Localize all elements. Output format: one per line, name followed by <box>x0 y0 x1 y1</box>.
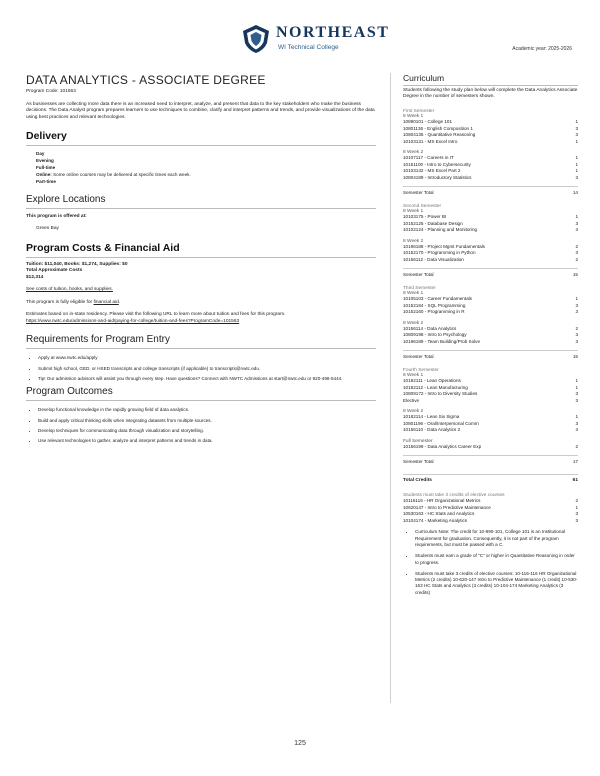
locations-heading: Explore Locations <box>26 193 106 205</box>
course-name: 10182114 - Lean Six Sigma <box>403 414 460 420</box>
list-item: • Curriculum Note: The credit for 10-890-101, College 101 is an Institutional Requirement for graduation. Consequently, it is not part of the program requirements, but must be passed with a C. <box>415 529 578 548</box>
course-row <box>403 139 578 146</box>
semester-total: 14 <box>572 190 578 196</box>
course-name: 10530163 - HC Stats and Analytics <box>403 511 475 517</box>
divider <box>26 348 376 349</box>
course-credits: 1 <box>575 161 578 167</box>
course-credits: 2 <box>575 243 578 249</box>
academic-year: Academic year: 2025-2026 <box>512 46 572 52</box>
course-credits: 1 <box>575 504 578 510</box>
course-row <box>403 257 578 264</box>
campus-name: Green Bay <box>36 226 59 232</box>
week-label: 8 Week 1 <box>403 373 424 379</box>
course-credits: 3 <box>575 174 578 180</box>
requirements-list <box>26 355 376 382</box>
total-credits: 61 <box>572 478 578 484</box>
financial-aid-link[interactable]: financial aid <box>93 299 119 305</box>
course-credits: 1 <box>575 414 578 420</box>
costs-heading: Program Costs & Financial Aid <box>26 241 180 254</box>
course-name: 10182112 - Lean Manufacturing <box>403 384 468 390</box>
list-item: • Apply at www.nwtc.edu/apply <box>38 355 376 361</box>
course-name: 10105103 - Career Fundamentals <box>403 296 472 302</box>
semester-total-row <box>403 268 578 277</box>
list-item: • Build and apply critical thinking skills when integrating datasets from multiple sources. <box>38 418 376 424</box>
course-credits: 3 <box>575 132 578 138</box>
semester-total-label: Semester Total <box>403 459 434 465</box>
list-item: • Tip! Our admission advisors will assist you through every step. Have questions? Connect with NWTC Admissions at start@nwtc.edu or 920-498-5444. <box>38 376 376 382</box>
course-name: 10804189 - Introductory Statistics <box>403 174 472 180</box>
week-label: 8 Week 2 <box>403 150 424 156</box>
curriculum-intro: Students following the study plan below will complete the Data Analytics Associate Degree in the number of semesters shown. <box>403 88 578 100</box>
course-name: 10890101 - College 101 <box>403 119 453 125</box>
delivery-item: Evening <box>36 157 54 163</box>
semester-heading: Fourth Semester <box>403 368 439 374</box>
elective-row <box>403 518 578 525</box>
semester-total-label: Semester Total <box>403 354 434 360</box>
tuition-url-link[interactable]: https://www.nwtc.edu/admissions-and-aid/paying-for-college/tuition-and-fees?ProgramCode=101563 <box>26 318 240 324</box>
course-name: 10152160 - Programming in R <box>403 309 465 315</box>
course-name: 10151100 - Intro to Cybersecurity <box>403 161 471 167</box>
semester-total-label: Semester Total <box>403 272 434 278</box>
course-name: 10107117 - Careers in IT <box>403 155 454 161</box>
course-name: 10152170 - Programming in Python <box>403 250 476 256</box>
course-name: 10152184 - SQL Programming <box>403 302 466 308</box>
course-name: 10156114 - Data Analytics <box>403 325 457 331</box>
course-credits: 3 <box>575 427 578 433</box>
curriculum-notes <box>403 529 578 596</box>
course-name: 10103175 - Power BI <box>403 214 447 220</box>
delivery-list <box>26 150 376 185</box>
course-credits: 3 <box>575 517 578 523</box>
course-row <box>403 227 578 234</box>
semester-total-label: Semester Total <box>403 190 434 196</box>
course-credits: 3 <box>575 220 578 226</box>
program-code: Program Code: 101563 <box>26 89 76 94</box>
outcomes-heading: Program Outcomes <box>26 386 113 398</box>
course-credits: 1 <box>575 138 578 144</box>
course-credits: 1 <box>575 168 578 174</box>
course-credits: 1 <box>575 119 578 125</box>
course-credits: 3 <box>575 420 578 426</box>
course-credits: 1 <box>575 384 578 390</box>
course-credits: 1 <box>575 155 578 161</box>
week-label: 8 Week 1 <box>403 291 424 297</box>
course-name: 10103132 - MS Excel Part 2 <box>403 168 461 174</box>
program-description: As businesses are collecting more data there is an increased need to interpret, analyze, and present that data to the key stakeholders who make the business decisions. The Data Analyst program prepares learners to use techniques to combine, clarify and interpret patterns and trends, and provide visualizations of the data using best practices and relevant technologies. <box>26 102 375 120</box>
course-row <box>403 175 578 182</box>
course-name: 10801196 - Oral/Interpersonal Comm <box>403 420 479 426</box>
course-credits: 3 <box>575 250 578 256</box>
program-title: DATA ANALYTICS - ASSOCIATE DEGREE <box>26 73 266 87</box>
course-credits: 1 <box>575 296 578 302</box>
program-details <box>26 73 376 448</box>
course-credits: 3 <box>575 309 578 315</box>
list-item: • Develop functional knowledge in the rapidly growing field of data analytics. <box>38 407 376 413</box>
online-text: Some online courses may be delivered at specific times each week. <box>51 171 191 177</box>
page-number: 125 <box>294 740 306 747</box>
total-credits-label: Total Credits <box>403 478 432 484</box>
course-credits: 3 <box>575 391 578 397</box>
course-credits: 3 <box>575 511 578 517</box>
electives-heading: Students must take 3 credits of elective courses <box>403 493 505 499</box>
semester-heading: First Semester <box>403 109 435 115</box>
course-credits: 3 <box>575 397 578 403</box>
delivery-item: Full-time <box>36 164 56 170</box>
list-item: • Submit high school, GED, or HSED transcripts and college transcripts (if applicable) to transcripts@nwtc.edu. <box>38 366 376 372</box>
financial-aid-text <box>26 300 376 307</box>
costs-link[interactable]: See costs of tuition, books, and supplies. <box>26 287 113 293</box>
course-name: 10156199 - Data Analytics Career Exp <box>403 443 482 449</box>
course-credits: 2 <box>575 498 578 504</box>
divider <box>403 85 578 86</box>
delivery-item: Part-time <box>36 178 56 184</box>
shield-icon <box>240 24 272 54</box>
curriculum-panel <box>390 73 578 703</box>
semester-total: 17 <box>572 459 578 465</box>
semester-heading: Third Semester <box>403 286 436 292</box>
course-name: 10620147 - Intro to Predictive Maintenance <box>403 504 491 510</box>
course-credits: 1 <box>575 214 578 220</box>
week-label: 8 Week 2 <box>403 238 424 244</box>
semester-total-row <box>403 186 578 195</box>
divider <box>26 257 376 258</box>
estimates-text: Estimates based on in-state residency. Please visit the following URL to learn more about tuition and fees for this program. <box>26 312 286 318</box>
delivery-item: Day <box>36 150 45 156</box>
course-name: 10804135 - Quantitative Reasoning <box>403 132 476 138</box>
divider <box>26 208 376 209</box>
course-credits: 3 <box>575 125 578 131</box>
course-name: 10152125 - Database Design <box>403 220 463 226</box>
course-credits: 2 <box>575 256 578 262</box>
eligible-period: . <box>118 299 121 305</box>
course-credits: 2 <box>575 325 578 331</box>
course-row <box>403 398 578 405</box>
course-name: 10196189 - Team Building/Prob Solve <box>403 338 481 344</box>
course-name: 10809172 - Intro to Diversity Studies <box>403 391 478 397</box>
delivery-heading: Delivery <box>26 129 67 142</box>
course-credits: 2 <box>575 443 578 449</box>
course-name: Elective <box>403 397 420 403</box>
course-credits: 3 <box>575 332 578 338</box>
course-name: 10156110 - Data Analytics 2 <box>403 427 461 433</box>
course-credits: 1 <box>575 378 578 384</box>
semester-total-row <box>403 455 578 464</box>
course-name: 10809198 - Intro to Psychology <box>403 332 467 338</box>
week-label: 8 Week 1 <box>403 209 424 215</box>
week-label: 8 Week 2 <box>403 409 424 415</box>
week-label: 8 Week 1 <box>403 114 424 120</box>
course-name: 10104174 - Marketing Analytics <box>403 517 468 523</box>
course-name: 10196188 - Project Mgmt Fundamentals <box>403 243 485 249</box>
cost-breakdown: Tuition: $11,040, Books: $1,274, Supplies: $0 <box>26 261 128 267</box>
logo-name: NORTHEAST <box>276 24 390 41</box>
course-name: 10116116 - HR Organizational Metrics <box>403 498 481 504</box>
course-row <box>403 339 578 346</box>
course-name: 10156112 - Data Visualization <box>403 256 464 262</box>
total-cost-label: Total Approximate Costs <box>26 268 83 274</box>
course-credits: 3 <box>575 338 578 344</box>
divider <box>26 400 376 401</box>
college-logo[interactable] <box>240 22 390 56</box>
course-credits: 3 <box>575 227 578 233</box>
curriculum-heading: Curriculum <box>403 73 445 83</box>
total-cost-value: $12,314 <box>26 274 44 280</box>
list-item: • Develop techniques for communicating data through visualization and storytelling. <box>38 428 376 434</box>
course-row <box>403 427 578 434</box>
course-name: 10182111 - Lean Operations <box>403 378 461 384</box>
course-name: 10801136 - English Composition 1 <box>403 125 473 131</box>
list-item: • Students must earn a grade of "C" or higher in Quantitative Reasoning in order to progress. <box>415 553 578 566</box>
semester-total: 15 <box>572 272 578 278</box>
online-label: Online: <box>36 171 52 177</box>
page-header <box>0 0 600 64</box>
delivery-online <box>36 171 376 178</box>
logo-subtitle: WI Technical College <box>278 44 339 51</box>
course-credits: 3 <box>575 302 578 308</box>
requirements-heading: Requirements for Program Entry <box>26 334 170 346</box>
divider <box>26 145 376 146</box>
total-credits-row <box>403 474 578 483</box>
week-label: 8 Week 2 <box>403 320 424 326</box>
eligible-text: This program is fully eligible for <box>26 299 94 305</box>
course-row <box>403 444 578 451</box>
semester-total: 15 <box>572 354 578 360</box>
course-row <box>403 309 578 316</box>
semester-heading: Second Semester <box>403 204 442 210</box>
list-item: • Use relevant technologies to gather, analyze and interpret patterns and trends in data. <box>38 438 376 444</box>
semester-total-row <box>403 350 578 359</box>
course-name: 10103131 - MS Excel Intro <box>403 138 458 144</box>
outcomes-list <box>26 407 376 444</box>
course-name: 10102124 - Planning and Monitoring <box>403 227 478 233</box>
week-label: Full Semester <box>403 438 433 444</box>
list-item: • Students must take 3 credits of elective courses: 10-116-116 HR Organizational Metrics (2 credits) 10-620-147 Intro to Predictive Maintenance (1 credit) 10-530-163 HC Stats and Analytics (3 credits) 10-104-174 Marketing Analytics (3 credits) <box>415 571 578 596</box>
offered-at: This program is offered at: <box>26 213 87 219</box>
